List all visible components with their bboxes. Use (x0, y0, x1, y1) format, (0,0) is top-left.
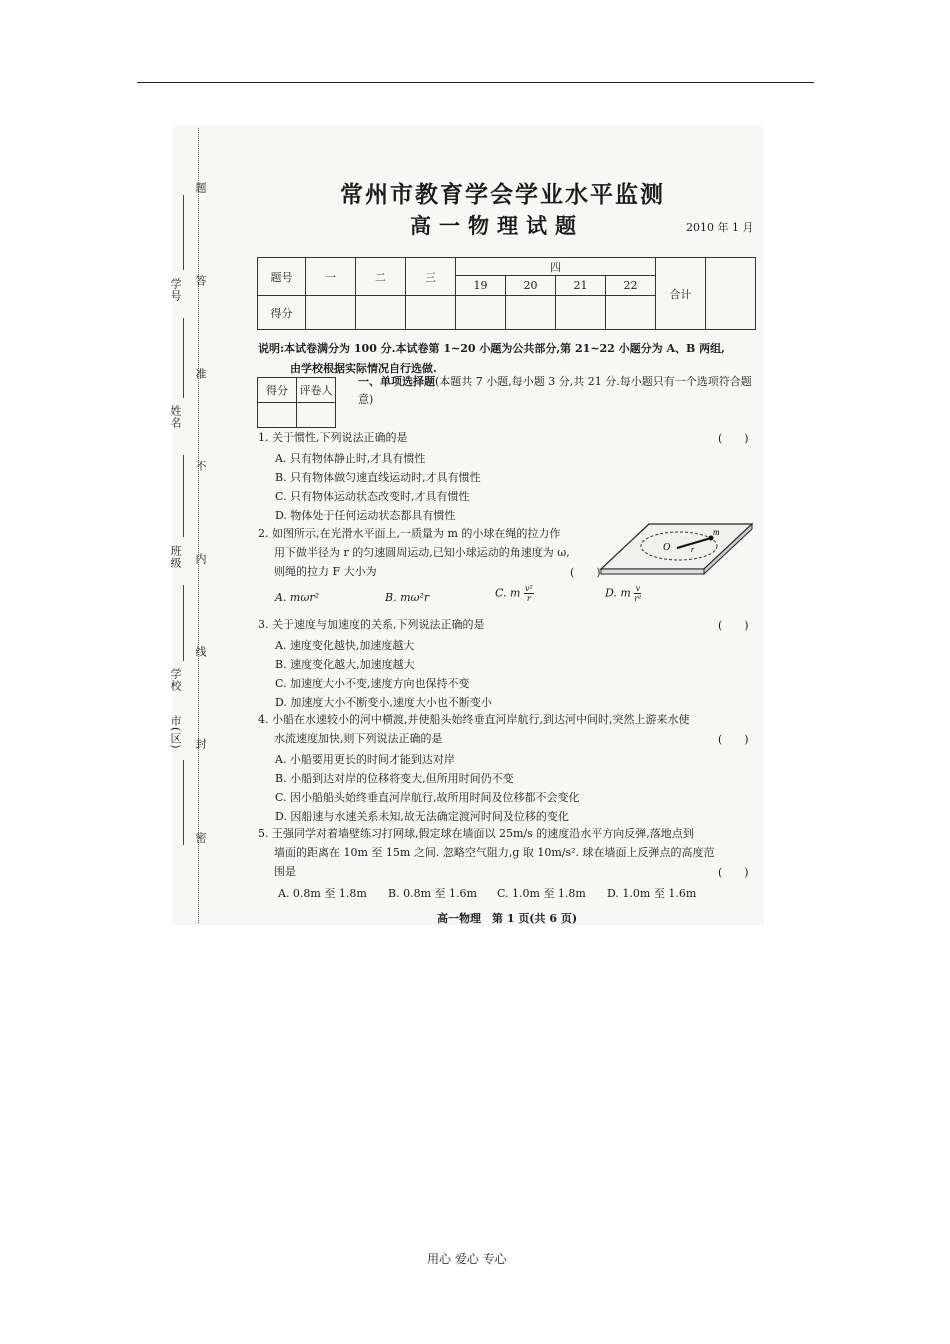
score-table-header: 20 (506, 276, 556, 296)
field-line (183, 318, 184, 398)
score-table-total: 合计 (656, 258, 706, 330)
score-table-header: 一 (306, 258, 356, 296)
score-row-label: 得分 (258, 296, 306, 330)
score-cell[interactable] (356, 296, 406, 330)
score-table (257, 257, 756, 330)
option-b: B. 速度变化越大,加速度越大 (275, 658, 415, 671)
seal-char: 准 (194, 368, 207, 380)
top-rule (137, 82, 814, 83)
score-cell[interactable] (606, 296, 656, 330)
score-table-header: 22 (606, 276, 656, 296)
question-2-stem: 2. 如图所示,在光滑水平面上,一质量为 m 的小球在绳的拉力作 用下做半径为 r 的匀速圆周运动,已知小球运动的角速度为 ω, 则绳的拉力 F 大小为 (258, 527, 570, 578)
question-1-stem: 1. 关于惯性,下列说法正确的是 (258, 431, 408, 444)
section-heading: 一、单项选择题(本题共 7 小题,每小题 3 分,共 21 分.每小题只有一个选项符合题意) (358, 375, 752, 406)
option-c: C. 1.0m 至 1.8m (497, 887, 586, 900)
option-b: B. 小船到达对岸的位移将变大,但所用时间仍不变 (275, 772, 514, 785)
score-table-header: 19 (456, 276, 506, 296)
score-table-header: 二 (356, 258, 406, 296)
question-5-stem: 5. 王强同学对着墙壁练习打网球,假定球在墙面以 25m/s 的速度沿水平方向反弹,落地点到 墙面的距离在 10m 至 15m 之间. 忽略空气阻力,g 取 10m/s². 球在墙面上反弹点的高度范 围是 (258, 827, 715, 878)
field-label-class: 班级 (169, 545, 182, 569)
field-line (183, 195, 184, 270)
score-cell[interactable] (306, 296, 356, 330)
exam-title: 常州市教育学会学业水平监测 (340, 181, 665, 208)
option-a: A. 0.8m 至 1.8m (278, 887, 367, 900)
center-label: O (663, 542, 671, 553)
answer-paren[interactable]: ( ) (718, 619, 749, 632)
page-number-footer: 高一物理 第 1 页(共 6 页) (437, 912, 578, 925)
radius-label: r (691, 545, 695, 554)
seal-dotted-line (198, 128, 199, 923)
score-table-group: 四 (456, 258, 656, 276)
option-a: A. 速度变化越快,加速度越大 (275, 639, 415, 652)
score-table-header: 21 (556, 276, 606, 296)
grader-name-label: 评卷人 (297, 378, 336, 403)
field-label-student-id: 学号 (169, 278, 182, 302)
exam-instructions: 说明:本试卷满分为 100 分.本试卷第 1~20 小题为公共部分,第 21~22 小题分为 A、B 两组, 由学校根据实际情况自行选做. (258, 342, 725, 375)
score-cell[interactable] (406, 296, 456, 330)
exam-subtitle: 高一物理试题 (410, 213, 584, 238)
option-d: D. 加速度大小不断变小,速度大小也不断变小 (275, 696, 492, 709)
field-label-name: 姓名 (169, 405, 182, 429)
option-b: B. 只有物体做匀速直线运动时,才具有惯性 (275, 471, 481, 484)
option-d: D. 因船速与水速关系未知,故无法确定渡河时间及位移的变化 (275, 810, 569, 823)
option-b: B. 0.8m 至 1.6m (388, 887, 477, 900)
option-a: A. mωr² (275, 591, 320, 604)
answer-paren[interactable]: ( ) (718, 432, 749, 445)
question-4-stem: 4. 小船在水速较小的河中横渡,并使船头始终垂直河岸航行,到达河中间时,突然上游来水使 水流速度加快,则下列说法正确的是 (258, 713, 690, 745)
table-edge (601, 569, 704, 574)
score-cell[interactable] (456, 296, 506, 330)
score-table-total-cell[interactable] (706, 258, 756, 330)
field-label-district: 市(区) (169, 715, 182, 750)
answer-paren[interactable]: ( ) (718, 733, 749, 746)
watermark-footer: 用心 爱心 专心 (427, 1252, 507, 1266)
score-cell[interactable] (556, 296, 606, 330)
seal-char: 内 (194, 553, 207, 565)
score-table-header: 题号 (258, 258, 306, 296)
seal-char: 封 (194, 738, 207, 750)
field-label-school: 学校 (169, 668, 182, 692)
seal-char: 密 (194, 832, 207, 844)
option-c: C. 因小船船头始终垂直河岸航行,故所用时间及位移都不会变化 (275, 791, 580, 804)
grader-name-cell[interactable] (297, 403, 336, 428)
option-a: A. 只有物体静止时,才具有惯性 (275, 452, 426, 465)
circular-motion-figure (597, 519, 757, 579)
option-b: B. mω²r (385, 591, 430, 604)
field-line (183, 455, 184, 537)
seal-char: 不 (194, 460, 207, 472)
score-cell[interactable] (506, 296, 556, 330)
option-c: C. 加速度大小不变,速度方向也保持不变 (275, 677, 470, 690)
option-d: D. 1.0m 至 1.6m (607, 887, 697, 900)
exam-date: 2010 年 1 月 (686, 221, 754, 234)
grader-box (257, 377, 336, 428)
question-3-stem: 3. 关于速度与加速度的关系,下列说法正确的是 (258, 618, 485, 631)
field-line (183, 760, 184, 845)
option-d: D. 物体处于任何运动状态都具有惯性 (275, 509, 456, 522)
seal-char: 答 (194, 275, 207, 287)
option-c: C. 只有物体运动状态改变时,才具有惯性 (275, 490, 470, 503)
option-d: D. m $\frac{v}{\text{r²}}$ (605, 584, 642, 603)
field-line (183, 585, 184, 661)
seal-char: 线 (194, 646, 207, 658)
grader-score-cell[interactable] (258, 403, 297, 428)
option-c: C. m $\frac{\text{v²}}{r}$ (495, 584, 533, 603)
seal-char: 题 (194, 182, 207, 194)
answer-paren[interactable]: ( ) (718, 866, 749, 879)
grader-score-label: 得分 (258, 378, 297, 403)
mass-label: m (713, 527, 720, 537)
answer-paren[interactable]: ( ) (570, 566, 601, 579)
option-a: A. 小船要用更长的时间才能到达对岸 (275, 753, 455, 766)
score-table-header: 三 (406, 258, 456, 296)
